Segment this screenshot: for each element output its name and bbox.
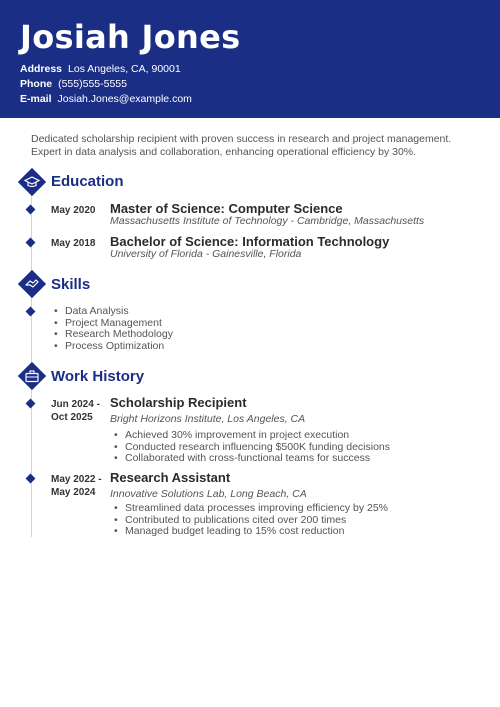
work-company: Bright Horizons Institute, Los Angeles, CA — [110, 413, 306, 425]
education-degree: Bachelor of Science: Information Technology — [110, 234, 390, 249]
timeline-dot — [26, 307, 36, 317]
work-role: Scholarship Recipient — [110, 395, 247, 410]
work-bullets — [114, 503, 388, 538]
contact-label: E-mail — [20, 93, 52, 105]
professional-summary: Dedicated scholarship recipient with proven success in research and project management. Expert in data analysis and collaboration, enhancing operational efficiency by 30%. — [31, 133, 452, 158]
contact-label: Address — [20, 63, 63, 75]
education-degree: Master of Science: Computer Science — [110, 201, 343, 216]
work-bullet: • Achieved 30% improvement in project execution — [114, 430, 390, 442]
timeline-dot — [26, 205, 36, 215]
work-bullet: • Streamlined data processes improving efficiency by 25% — [114, 503, 388, 515]
education-school: University of Florida - Gainesville, Florida — [110, 248, 302, 260]
work-date-end: Oct 2025 — [51, 412, 93, 423]
work-date-end: May 2024 — [51, 487, 96, 498]
skill-item: • Process Optimization — [54, 341, 173, 353]
education-date: May 2018 — [51, 238, 96, 249]
contact-value: Josiah.Jones@example.com — [57, 93, 192, 105]
education-date: May 2020 — [51, 205, 96, 216]
section-title-education: Education — [51, 173, 124, 190]
contact-label: Phone — [20, 78, 53, 90]
skill-item: • Research Methodology — [54, 329, 173, 341]
education-school: Massachusetts Institute of Technology - Cambridge, Massachusetts — [110, 215, 425, 227]
contact-value: (555)555-5555 — [58, 78, 127, 90]
resume-header — [0, 0, 500, 118]
contact-email — [20, 93, 192, 105]
section-title-skills: Skills — [51, 276, 91, 293]
timeline-dot — [26, 399, 36, 409]
briefcase-icon — [18, 362, 46, 390]
contact-address — [20, 63, 181, 75]
work-company: Innovative Solutions Lab, Long Beach, CA — [110, 488, 307, 500]
skill-item: • Data Analysis — [54, 306, 173, 318]
contact-value: Los Angeles, CA, 90001 — [68, 63, 181, 75]
skills-list — [54, 306, 173, 352]
contact-phone — [20, 78, 127, 90]
work-date — [51, 473, 102, 499]
skill-item: • Project Management — [54, 318, 173, 330]
work-date-start: Jun 2024 - — [51, 399, 100, 410]
work-date-start: May 2022 - — [51, 474, 102, 485]
work-bullet: • Conducted research influencing $500K funding decisions — [114, 442, 390, 454]
work-bullet: • Contributed to publications cited over 200 times — [114, 515, 388, 527]
handshake-icon — [18, 270, 46, 298]
timeline-dot — [26, 474, 36, 484]
candidate-name: Josiah Jones — [20, 18, 241, 56]
work-date — [51, 398, 100, 424]
section-title-work-history: Work History — [51, 368, 145, 385]
work-role: Research Assistant — [110, 470, 231, 485]
work-bullet: • Managed budget leading to 15% cost reduction — [114, 526, 388, 538]
timeline-dot — [26, 238, 36, 248]
graduation-cap-icon — [18, 168, 46, 196]
work-bullets — [114, 430, 390, 465]
work-bullet: • Collaborated with cross-functional teams for success — [114, 453, 390, 465]
